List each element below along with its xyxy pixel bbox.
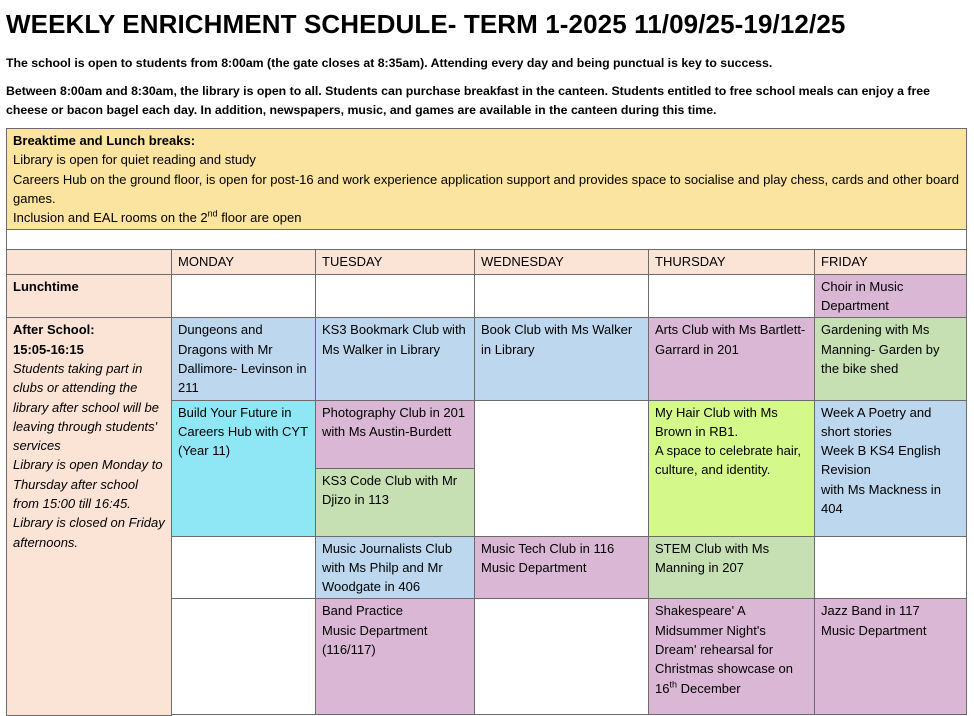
header-wednesday: WEDNESDAY — [475, 250, 649, 274]
club-shakespeare-sup: th — [669, 679, 677, 690]
intro-opening-hours: The school is open to students from 8:00am (the gate closes at 8:35am). Attending every day and being punctual is key to success. — [6, 56, 773, 70]
club-gardening: Gardening with Ms Manning- Garden by the bike shed — [815, 318, 967, 400]
club-shakespeare — [649, 599, 815, 715]
after-school-library: Library is open Monday to Thursday after school from 15:00 till 16:45. Library is closed on Friday afternoons. — [13, 457, 165, 550]
breaks-inclusion — [13, 208, 960, 227]
club-band-practice-dept: Music Department — [322, 622, 428, 638]
club-music-journalists: Music Journalists Club with Ms Philp and Mr Woodgate in 406 — [316, 536, 475, 599]
empty-wednesday-2 — [475, 400, 649, 536]
header-blank — [7, 250, 172, 274]
breaks-inclusion-text: Inclusion and EAL rooms on the 2 — [13, 210, 208, 226]
empty-friday-4 — [815, 536, 967, 599]
spacer-row — [7, 230, 967, 250]
club-photography: Photography Club in 201 with Ms Austin-Burdett — [316, 400, 475, 468]
club-english-week-a: Week A Poetry and short stories — [821, 404, 932, 439]
club-jazz-band — [815, 599, 967, 715]
club-band-practice-title: Band Practice — [322, 603, 403, 619]
lunch-monday — [172, 274, 316, 318]
lunch-wednesday — [475, 274, 649, 318]
breaks-library: Library is open for quiet reading and study — [13, 152, 256, 168]
club-stem: STEM Club with Ms Manning in 207 — [649, 536, 815, 599]
header-thursday: THURSDAY — [649, 250, 815, 274]
club-music-tech: Music Tech Club in 116 Music Department — [475, 536, 649, 599]
club-ks3-bookmark: KS3 Bookmark Club with Ms Walker in Library — [316, 318, 475, 400]
club-jazz-band-dept: Music Department — [821, 622, 927, 638]
after-school-note: Students taking part in clubs or attending the library after school will be leaving through students' services — [13, 360, 159, 454]
breaks-panel — [7, 129, 967, 230]
lunch-thursday — [649, 274, 815, 318]
after-school-label — [7, 318, 172, 716]
table-end — [172, 715, 967, 716]
club-my-hair-title: My Hair Club with Ms Brown in RB1. — [655, 404, 778, 439]
club-jazz-band-title: Jazz Band in 117 — [821, 603, 920, 619]
club-build-your-future: Build Your Future in Careers Hub with CYT (Year 11) — [172, 400, 316, 536]
club-band-practice-rooms: (116/117) — [322, 642, 376, 658]
schedule-table — [6, 128, 967, 716]
intro-breakfast: Between 8:00am and 8:30am, the library is open to all. Students can purchase breakfast in the canteen. Students entitled to free school meals can enjoy a free cheese or bacon bagel each day. In addition, newspapers, music, and games are available in the canteen during this time. — [6, 84, 930, 117]
empty-wednesday-5 — [475, 599, 649, 715]
club-book-club: Book Club with Ms Walker in Library — [475, 318, 649, 400]
after-school-time: 15:05-16:15 — [13, 341, 84, 357]
club-english-teacher: with Ms Mackness in 404 — [821, 481, 941, 517]
breaks-heading: Breaktime and Lunch breaks: — [13, 133, 196, 148]
club-my-hair-desc: A space to celebrate hair, culture, and identity. — [655, 443, 801, 478]
club-shakespeare-text: Shakespeare' A Midsummer Night's Dream' rehearsal for Christmas showcase on 16 — [655, 603, 793, 696]
club-shakespeare-tail: December — [676, 680, 741, 696]
lunchtime-label-text: Lunchtime — [13, 278, 79, 294]
breaks-inclusion-sup: nd — [207, 208, 218, 219]
breaks-careers-hub: Careers Hub on the ground floor, is open for post-16 and work experience application support and provides space to socialise and play chess, cards and other board games. — [13, 171, 959, 206]
lunch-friday-choir: Choir in Music Department — [815, 274, 967, 318]
club-english-week-b: Week B KS4 English Revision — [821, 443, 941, 478]
lunch-tuesday — [316, 274, 475, 318]
after-school-heading: After School: — [13, 322, 95, 338]
breaks-inclusion-tail: floor are open — [217, 210, 302, 226]
header-monday: MONDAY — [172, 250, 316, 274]
club-band-practice — [316, 599, 475, 715]
empty-monday-4 — [172, 536, 316, 599]
header-friday: FRIDAY — [815, 250, 967, 274]
header-tuesday: TUESDAY — [316, 250, 475, 274]
club-english — [815, 400, 967, 536]
club-my-hair — [649, 400, 815, 536]
lunchtime-label — [7, 274, 172, 318]
empty-monday-5 — [172, 599, 316, 715]
club-arts: Arts Club with Ms Bartlett-Garrard in 201 — [649, 318, 815, 400]
page-title: WEEKLY ENRICHMENT SCHEDULE- TERM 1-2025 11/09/25-19/12/25 — [6, 9, 846, 39]
club-dungeons-dragons: Dungeons and Dragons with Mr Dallimore- Levinson in 211 — [172, 318, 316, 400]
club-ks3-code: KS3 Code Club with Mr Djizo in 113 — [316, 468, 475, 536]
